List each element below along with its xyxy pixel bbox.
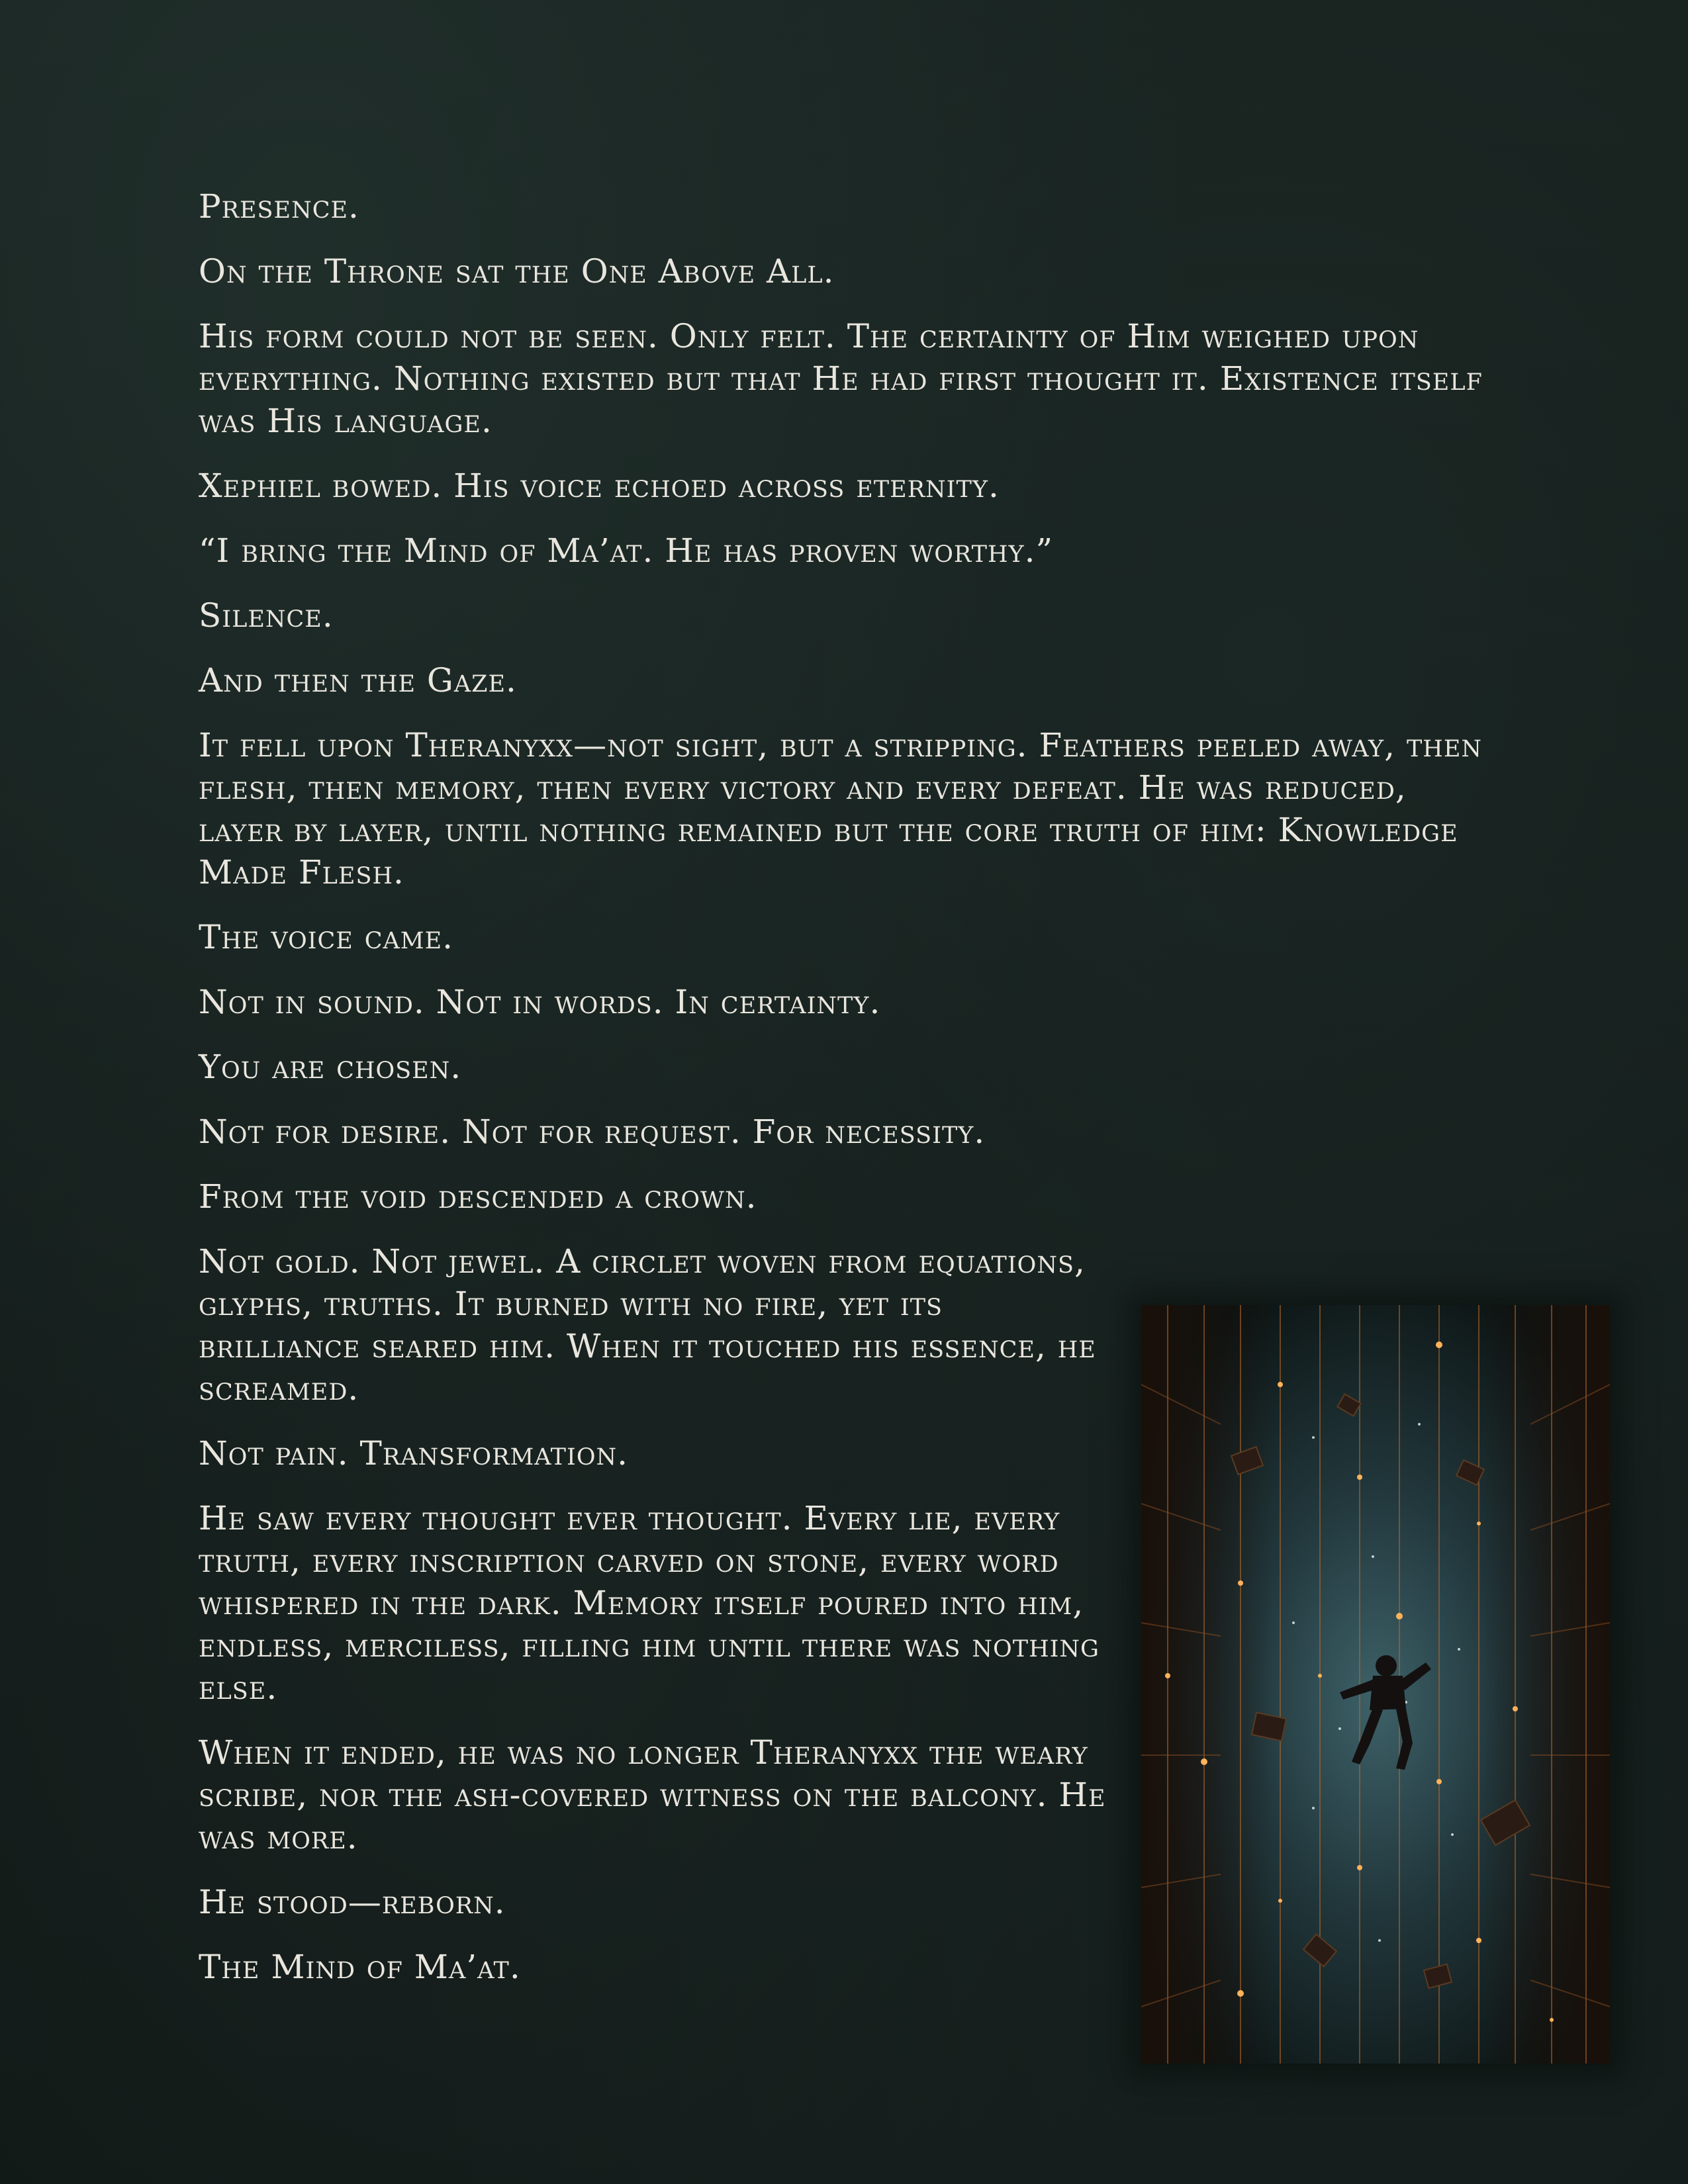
paragraph: From the void descended a crown. bbox=[199, 1177, 757, 1216]
paragraph: The voice came. bbox=[199, 918, 454, 956]
paragraph: When it ended, he was no longer Theranyxx the weary scribe, nor the ash-covered witness on the balcony. He was more. bbox=[199, 1733, 1106, 1856]
paragraph: You are chosen. bbox=[199, 1048, 462, 1086]
paragraph: The Mind of Ma’at. bbox=[199, 1948, 521, 1986]
paragraph: Not gold. Not jewel. A circlet woven from equations, glyphs, truths. It burned with no fire, yet its brilliance seared him. When it touched his essence, he screamed. bbox=[199, 1242, 1096, 1408]
paragraph: Not for desire. Not for request. For necessity. bbox=[199, 1113, 986, 1151]
paragraph: And then the Gaze. bbox=[199, 661, 517, 700]
paragraph: He saw every thought ever thought. Every lie, every truth, every inscription carved on stone, every word whispered in the dark. Memory itself poured into him, endless, merciless, filling him until there was nothing else. bbox=[199, 1499, 1100, 1707]
paragraph: It fell upon Theranyxx—not sight, but a stripping. Feathers peeled away, then flesh, then memory, then every victory and every defeat. He was reduced, layer by layer, until nothing remained but the core truth of him: Knowledge Made Flesh. bbox=[199, 726, 1482, 891]
illustration-art bbox=[1141, 1305, 1610, 2064]
paragraph: Silence. bbox=[199, 596, 334, 635]
paragraph: Xephiel bowed. His voice echoed across eternity. bbox=[199, 467, 1000, 505]
paragraph: Not pain. Transformation. bbox=[199, 1434, 629, 1473]
paragraph: On the Throne sat the One Above All. bbox=[199, 252, 835, 291]
paragraph: Not in sound. Not in words. In certainty. bbox=[199, 983, 881, 1021]
falling-figure-library-illustration bbox=[1141, 1305, 1610, 2064]
paragraph: Presence. bbox=[199, 187, 359, 226]
paragraph: “I bring the Mind of Ma’at. He has proven worthy.” bbox=[199, 531, 1054, 570]
paragraph: He stood—reborn. bbox=[199, 1883, 506, 1921]
paragraph: His form could not be seen. Only felt. The certainty of Him weighed upon everything. Nothing existed but that He had first thought it. Existence itself was His language. bbox=[199, 317, 1483, 440]
